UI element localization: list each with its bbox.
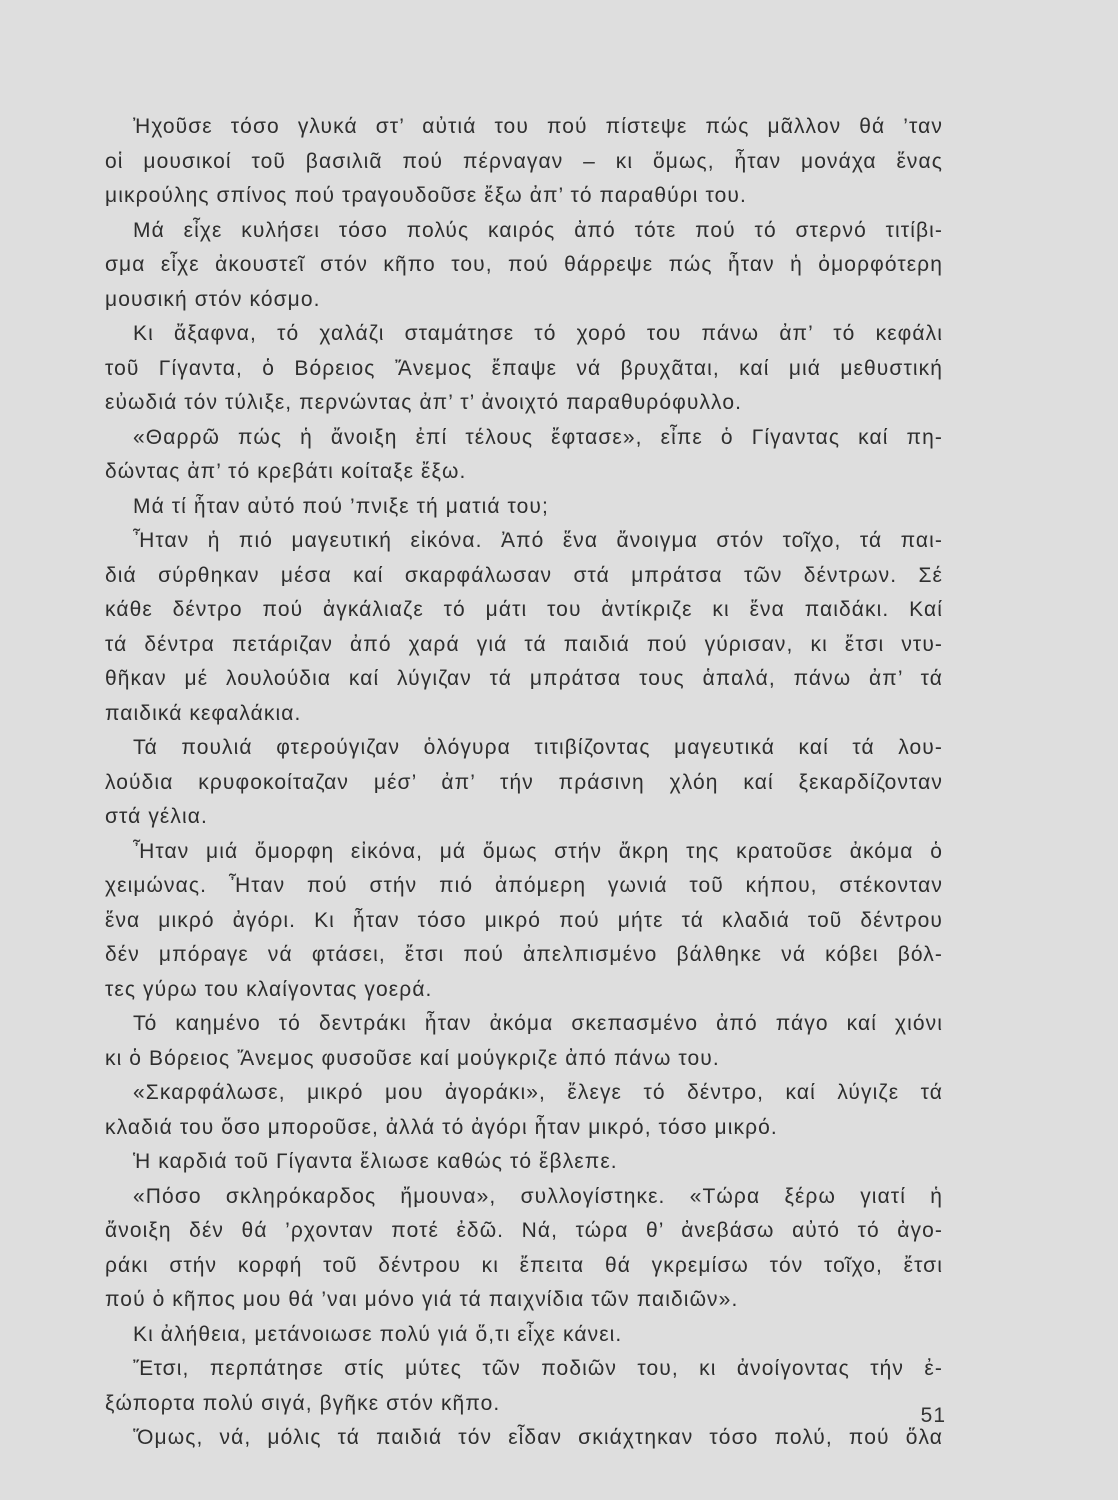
text-line: Ἦταν ἡ πιό μαγευτική εἰκόνα. Ἀπό ἕνα ἄνοιγμα στόν τοῖχο, τά παι-	[133, 529, 943, 552]
text-line: Ἡ καρδιά τοῦ Γίγαντα ἔλιωσε καθώς τό ἔβλεπε.	[133, 1150, 618, 1173]
text-line: Κι ἄξαφνα, τό χαλάζι σταμάτησε τό χορό του πάνω ἀπ’ τό κεφάλι	[133, 322, 943, 345]
text-line: «Θαρρῶ πώς ἡ ἄνοιξη ἐπί τέλους ἔφτασε», εἶπε ὁ Γίγαντας καί πη-	[133, 425, 943, 449]
text-line: «Πόσο σκληρόκαρδος ἤμουνα», συλλογίστηκε. «Τώρα ξέρω γιατί ἡ	[133, 1184, 943, 1208]
text-line: Ἔτσι, περπάτησε στίς μύτες τῶν ποδιῶν του, κι ἀνοίγοντας τήν ἐ-	[133, 1357, 943, 1380]
text-line: διά σύρθηκαν μέσα καί σκαρφάλωσαν στά μπράτσα τῶν δέντρων. Σέ	[105, 563, 943, 587]
text-line: Ὅμως, νά, μόλις τά παιδιά τόν εἶδαν σκιάχτηκαν τόσο πολύ, πού ὅλα	[133, 1426, 943, 1449]
text-line: σμα εἶχε ἀκουστεῖ στόν κῆπο του, πού θάρρεψε πώς ἦταν ἡ ὀμορφότερη	[105, 253, 943, 276]
text-line: θῆκαν μέ λουλούδια καί λύγιζαν τά μπράτσα τους ἁπαλά, πάνω ἀπ’ τά	[105, 667, 943, 690]
text-line: μουσική στόν κόσμο.	[105, 287, 321, 311]
text-line: πού ὁ κῆπος μου θά ’ναι μόνο γιά τά παιχνίδια τῶν παιδιῶν».	[105, 1288, 739, 1311]
text-line: «Σκαρφάλωσε, μικρό μου ἀγοράκι», ἔλεγε τό δέντρο, καί λύγιζε τά	[133, 1081, 943, 1104]
text-line: εὐωδιά τόν τύλιξε, περνώντας ἀπ’ τ’ ἀνοιχτό παραθυρόφυλλο.	[105, 391, 743, 414]
text-line: τά δέντρα πετάριζαν ἀπό χαρά γιά τά παιδιά πού γύρισαν, κι ἔτσι ντυ-	[105, 632, 943, 656]
text-line: τοῦ Γίγαντα, ὁ Βόρειος Ἄνεμος ἔπαψε νά βρυχᾶται, καί μιά μεθυστική	[105, 356, 943, 380]
page-number: 51	[920, 1404, 946, 1427]
text-line: Μά τί ἦταν αὐτό πού ’πνιξε τή ματιά του;	[133, 494, 549, 518]
text-line: κλαδιά του ὅσο μποροῦσε, ἀλλά τό ἀγόρι ἦταν μικρό, τόσο μικρό.	[105, 1115, 778, 1139]
text-line: ἕνα μικρό ἀγόρι. Κι ἦταν τόσο μικρό πού μήτε τά κλαδιά τοῦ δέντρου	[105, 908, 943, 932]
text-line: ἄνοιξη δέν θά ’ρχονταν ποτέ ἐδῶ. Νά, τώρα θ’ ἀνεβάσω αὐτό τό ἀγο-	[105, 1219, 943, 1242]
text-line: Κι ἀλήθεια, μετάνοιωσε πολύ γιά ὅ,τι εἶχε κάνει.	[133, 1322, 623, 1346]
text-line: δέν μπόραγε νά φτάσει, ἔτσι πού ἀπελπισμένο βάλθηκε νά κόβει βόλ-	[105, 943, 943, 966]
text-line: Μά εἶχε κυλήσει τόσο πολύς καιρός ἀπό τότε πού τό στερνό τιτίβι-	[133, 218, 943, 242]
text-line: κάθε δέντρο πού ἀγκάλιαζε τό μάτι του ἀντίκριζε κι ἕνα παιδάκι. Καί	[105, 598, 943, 621]
text-line: στά γέλια.	[105, 805, 208, 828]
text-line: κι ὁ Βόρειος Ἄνεμος φυσοῦσε καί μούγκριζε ἀπό πάνω του.	[105, 1046, 720, 1070]
text-line: παιδικά κεφαλάκια.	[105, 701, 302, 725]
text-line: δώντας ἀπ’ τό κρεβάτι κοίταξε ἔξω.	[105, 460, 467, 483]
text-line: Ἦταν μιά ὄμορφη εἰκόνα, μά ὅμως στήν ἄκρη της κρατοῦσε ἀκόμα ὁ	[133, 839, 943, 863]
text-line: Τά πουλιά φτερούγιζαν ὁλόγυρα τιτιβίζοντας μαγευτικά καί τά λου-	[133, 736, 943, 759]
text-line: ξώπορτα πολύ σιγά, βγῆκε στόν κῆπο.	[105, 1391, 501, 1415]
text-line: χειμώνας. Ἦταν πού στήν πιό ἀπόμερη γωνιά τοῦ κήπου, στέκονταν	[105, 874, 943, 897]
page-text	[105, 110, 943, 1456]
text-line: Ἠχοῦσε τόσο γλυκά στ’ αὐτιά του πού πίστεψε πώς μᾶλλον θά ’ταν	[133, 115, 943, 138]
text-line: οἱ μουσικοί τοῦ βασιλιᾶ πού πέρναγαν – κι ὅμως, ἦταν μονάχα ἕνας	[105, 149, 943, 173]
text-line: λούδια κρυφοκοίταζαν μέσ’ ἀπ’ τήν πράσινη χλόη καί ξεκαρδίζονταν	[105, 770, 943, 794]
text-line: τες γύρω του κλαίγοντας γοερά.	[105, 977, 433, 1001]
text-line: Τό καημένο τό δεντράκι ἦταν ἀκόμα σκεπασμένο ἀπό πάγο καί χιόνι	[133, 1012, 943, 1035]
text-line: ράκι στήν κορφή τοῦ δέντρου κι ἔπειτα θά γκρεμίσω τόν τοῖχο, ἔτσι	[105, 1253, 943, 1277]
text-line: μικρούλης σπίνος πού τραγουδοῦσε ἔξω ἀπ’ τό παραθύρι του.	[105, 184, 747, 207]
